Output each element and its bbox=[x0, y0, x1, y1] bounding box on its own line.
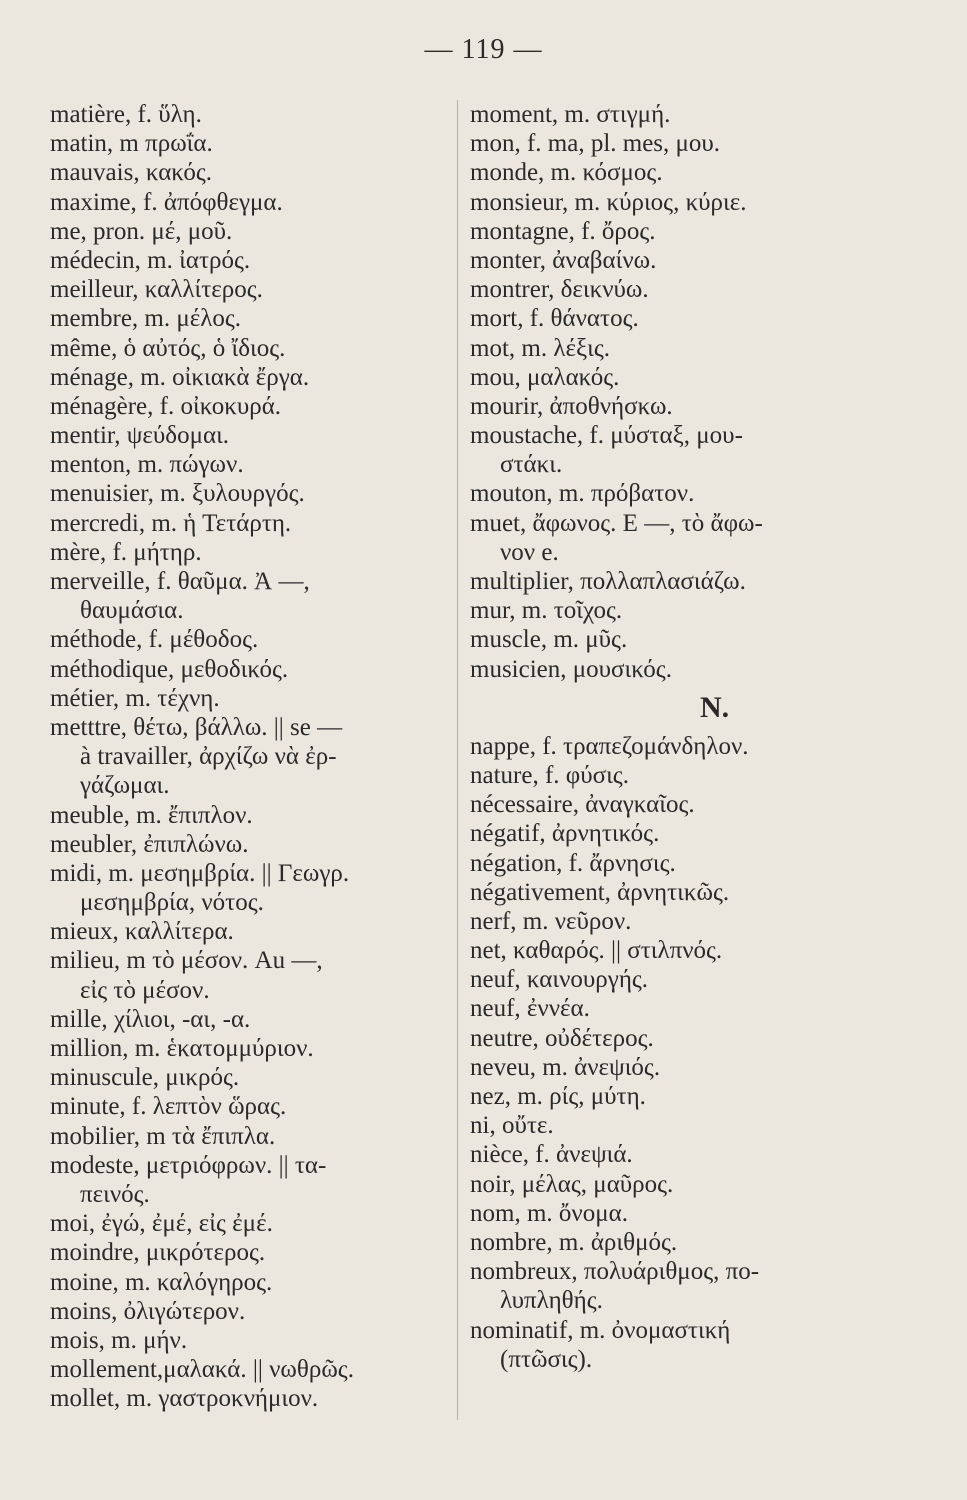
dictionary-entry: neuf, καινουργής. bbox=[470, 966, 649, 994]
dictionary-entry: mercredi, m. ἡ Τετάρτη. bbox=[50, 509, 292, 537]
right-column bbox=[470, 100, 890, 1374]
dictionary-entry: méthode, f. μέθοδος. bbox=[50, 626, 259, 654]
dictionary-entry: matin, m πρωΐα. bbox=[50, 130, 213, 158]
dictionary-entry: million, m. ἑκατομμύριον. bbox=[50, 1035, 314, 1062]
dictionary-entry: meilleur, καλλίτερος. bbox=[50, 276, 263, 304]
right-column-n-entries bbox=[470, 732, 890, 1374]
dictionary-entry: menuisier, m. ξυλουργός. bbox=[50, 480, 305, 508]
dictionary-entry: mur, m. τοῖχος. bbox=[470, 597, 623, 625]
dictionary-entry: neuf, ἐννέα. bbox=[470, 995, 590, 1023]
dictionary-entry: minute, f. λεπτὸν ὥρας. bbox=[50, 1093, 287, 1121]
dictionary-entry: merveille, f. θαῦμα. Ἀ —, bbox=[50, 568, 310, 595]
dictionary-entry: nerf, m. νεῦρον. bbox=[470, 907, 632, 935]
dictionary-entry: nièce, f. ἀνεψιά. bbox=[470, 1141, 633, 1169]
dictionary-entry: moindre, μικρότερος. bbox=[50, 1239, 266, 1267]
dictionary-entry: mot, m. λέξις. bbox=[470, 334, 610, 362]
dictionary-entry: médecin, m. ἰατρός. bbox=[50, 246, 251, 274]
dictionary-entry: mort, f. θάνατος. bbox=[470, 305, 639, 333]
dictionary-entry: nombreux, πολυάριθμος, πο- bbox=[470, 1258, 760, 1286]
dictionary-entry: mon, f. ma, pl. mes, μου. bbox=[470, 130, 721, 158]
dictionary-entry: mou, μαλακός. bbox=[470, 363, 620, 391]
dictionary-entry: matière, f. ὕλη. bbox=[50, 101, 202, 128]
dictionary-entry: metttre, θέτω, βάλλω. || se — bbox=[50, 713, 343, 741]
dictionary-entry: meubler, ἐπιπλώνω. bbox=[50, 830, 249, 858]
section-letter-heading: N. bbox=[700, 690, 730, 724]
dictionary-entry: noir, μέλας, μαῦρος. bbox=[470, 1170, 674, 1198]
entry-continuation-line: γάζωμαι. bbox=[80, 772, 170, 800]
dictionary-entry: midi, m. μεσημβρία. || Γεωγρ. bbox=[50, 859, 350, 887]
dictionary-entry: monde, m. κόσμος. bbox=[470, 159, 663, 187]
dictionary-entry: muet, ἄφωνος. E —, τὸ ἄφω- bbox=[470, 509, 763, 537]
dictionary-entry: négatif, ἀρνητικός. bbox=[470, 820, 660, 848]
dictionary-entry: nom, m. ὄνομα. bbox=[470, 1199, 628, 1227]
dictionary-entry: me, pron. μέ, μοῦ. bbox=[50, 217, 233, 245]
dictionary-entry: nez, m. ρίς, μύτη. bbox=[470, 1083, 646, 1110]
dictionary-entry: muscle, m. μῦς. bbox=[470, 626, 628, 654]
entry-continuation-line: μεσημβρία, νότος. bbox=[80, 889, 264, 917]
dictionary-entry: monter, ἀναβαίνω. bbox=[470, 246, 657, 274]
entry-continuation-line: à travailler, ἀρχίζω νὰ ἐρ- bbox=[80, 743, 337, 771]
dictionary-entry: méthodique, μεθοδικός. bbox=[50, 655, 289, 683]
dictionary-entry: mobilier, m τὰ ἔπιπλα. bbox=[50, 1122, 276, 1150]
dictionary-entry: multiplier, πολλαπλασιάζω. bbox=[470, 568, 746, 595]
dictionary-entry: maxime, f. ἀπόφθεγμα. bbox=[50, 188, 283, 216]
dictionary-entry: moine, m. καλόγηρος. bbox=[50, 1268, 273, 1296]
entry-continuation-line: πεινός. bbox=[80, 1180, 150, 1208]
dictionary-entry: neutre, οὐδέτερος. bbox=[470, 1024, 654, 1052]
dictionary-entry: mouton, m. πρόβατον. bbox=[470, 480, 695, 508]
dictionary-entry: mourir, ἀποθνήσκω. bbox=[470, 392, 673, 420]
dictionary-entry: même, ὁ αὐτός, ὁ ἴδιος. bbox=[50, 334, 286, 362]
dictionary-entry: mentir, ψεύδομαι. bbox=[50, 422, 230, 450]
dictionary-entry: monsieur, m. κύριος, κύριε. bbox=[470, 188, 747, 216]
dictionary-entry: moustache, f. μύσταξ, μου- bbox=[470, 422, 743, 450]
dictionary-entry: nominatif, m. ὀνομαστική bbox=[470, 1316, 731, 1344]
dictionary-entry: métier, m. τέχνη. bbox=[50, 684, 220, 712]
entry-continuation-line: (πτῶσις). bbox=[500, 1345, 593, 1373]
entry-continuation-line: στάκι. bbox=[500, 451, 563, 479]
dictionary-entry: ménage, m. οἰκιακὰ ἔργα. bbox=[50, 363, 310, 391]
dictionary-entry: neveu, m. ἀνεψιός. bbox=[470, 1053, 661, 1081]
dictionary-entry: menton, m. πώγων. bbox=[50, 451, 244, 479]
dictionary-entry: mieux, καλλίτερα. bbox=[50, 918, 234, 946]
entry-continuation-line: εἰς τὸ μέσον. bbox=[80, 976, 210, 1004]
dictionary-entry: musicien, μουσικός. bbox=[470, 655, 672, 683]
dictionary-entry: membre, m. μέλος. bbox=[50, 305, 242, 333]
dictionary-entry: nature, f. φύσις. bbox=[470, 761, 629, 789]
dictionary-entry: montagne, f. ὄρος. bbox=[470, 217, 656, 245]
dictionary-entry: moi, ἐγώ, ἐμέ, εἰς ἐμέ. bbox=[50, 1210, 273, 1238]
dictionary-entry: mille, χίλιοι, -αι, -α. bbox=[50, 1005, 251, 1033]
dictionary-entry: milieu, m τὸ μέσον. Au —, bbox=[50, 947, 323, 975]
dictionary-entry: moment, m. στιγμή. bbox=[470, 101, 671, 128]
dictionary-entry: négativement, ἀρνητικῶς. bbox=[470, 878, 730, 906]
dictionary-entry: mauvais, κακός. bbox=[50, 159, 212, 187]
left-column bbox=[50, 100, 450, 1413]
dictionary-entry: meuble, m. ἔπιπλον. bbox=[50, 801, 253, 829]
dictionary-entry: mois, m. μήν. bbox=[50, 1326, 188, 1354]
dictionary-entry: nécessaire, ἀναγκαῖος. bbox=[470, 791, 695, 819]
dictionary-entry: ni, οὔτε. bbox=[470, 1112, 554, 1140]
right-column-m-entries bbox=[470, 100, 890, 684]
dictionary-entry: nappe, f. τραπεζομάνδηλον. bbox=[470, 732, 749, 760]
dictionary-entry: mollement,μαλακά. || νωθρῶς. bbox=[50, 1356, 354, 1384]
dictionary-entry: moins, ὀλιγώτερον. bbox=[50, 1297, 246, 1325]
entry-continuation-line: νον e. bbox=[500, 538, 559, 566]
entry-continuation-line: θαυμάσια. bbox=[80, 597, 184, 625]
dictionary-entry: négation, f. ἄρνησις. bbox=[470, 849, 676, 877]
entry-continuation-line: λυπληθής. bbox=[500, 1287, 603, 1315]
dictionary-entry: ménagère, f. οἰκοκυρά. bbox=[50, 392, 282, 420]
dictionary-entry: minuscule, μικρός. bbox=[50, 1064, 240, 1092]
dictionary-entry: net, καθαρός. || στιλπνός. bbox=[470, 937, 723, 965]
page-number: — 119 — bbox=[424, 34, 543, 65]
dictionary-entry: mollet, m. γαστροκνήμιον. bbox=[50, 1385, 319, 1413]
dictionary-entry: modeste, μετριόφρων. || τα- bbox=[50, 1151, 327, 1179]
dictionary-entry: mère, f. μήτηρ. bbox=[50, 538, 202, 566]
dictionary-entry: nombre, m. ἀριθμός. bbox=[470, 1228, 678, 1256]
dictionary-entry: montrer, δεικνύω. bbox=[470, 276, 649, 304]
column-divider bbox=[457, 100, 458, 1420]
